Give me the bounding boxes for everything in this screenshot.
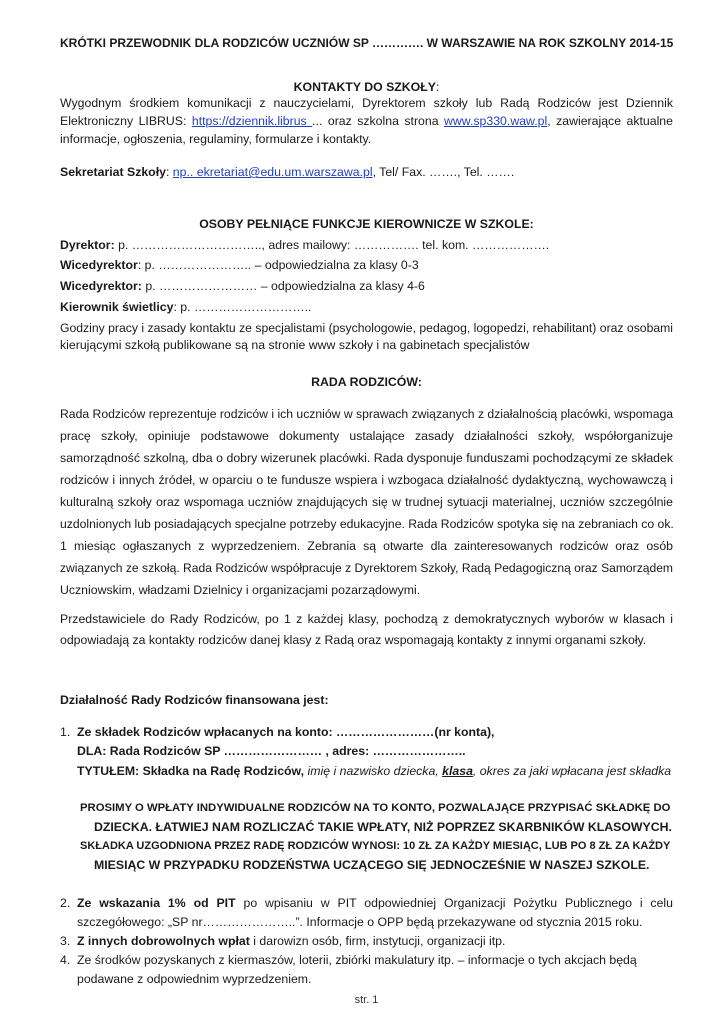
heading-text: KONTAKTY DO SZKOŁY (293, 80, 436, 94)
page-number: str. 1 (354, 994, 379, 1006)
wicedyrektor-label: Wicedyrektor (60, 258, 138, 272)
notice-line: MIESIĄC W PRZYPADKU RODZEŃSTWA UCZĄCEGO SIĘ JEDNOCZEŚNIE W NASZEJ SZKOLE. (94, 858, 650, 872)
list-item-1 (60, 723, 673, 741)
heading-colon: : (435, 80, 440, 94)
paragraph-line: odpowiadają za kontakty rodziców danej klasy z Radą oraz wspomagają kontakty z innymi organami szkoły. (60, 633, 647, 647)
text-span: Ze składek Rodziców wpłacanych na konto: ……………………(nr konta), (77, 725, 495, 739)
wicedyrektor-line (60, 277, 673, 295)
text-span: , zawierające aktualne (547, 114, 673, 128)
paragraph-line: pracę szkoły, opiniuje podstawowe dokumenty ustalające zasady działalności szkoły, współorganizuje (60, 429, 673, 443)
kierownik-label: Kierownik świetlicy (60, 300, 174, 314)
section-heading-finanse: Działalność Rady Rodziców finansowana jest: (60, 693, 329, 707)
text-span: Elektroniczny LIBRUS: (60, 114, 192, 128)
page-title: KRÓTKI PRZEWODNIK DLA RODZICÓW UCZNIÓW SP …………. W WARSZAWIE NA ROK SZKOLNY 2014-15 (60, 36, 674, 50)
sekretariat-label: Sekretariat Szkoły (60, 165, 166, 179)
text-span: Ze wskazania 1% od PIT (77, 896, 236, 910)
dyrektor-label: Dyrektor: (60, 238, 115, 252)
text-span: imię i nazwisko dziecka, (307, 764, 443, 778)
text-span: : p. ……………………….. (173, 300, 312, 314)
paragraph-line: Przedstawiciele do Rady Rodziców, po 1 z każdej klasy, pochodzą z demokratycznych wyborów w klasach i (60, 612, 673, 626)
text-span: : p. ………………….. – odpowiedzialna za klasy 0-3 (137, 258, 419, 272)
list-item-2-line: szczegółowego: „SP nr…………………..”. Informacje o OPP będą przekazywane od stycznia 2015 roku. (77, 915, 643, 929)
text-span: , Tel/ Fax. ……., Tel. ……. (372, 165, 515, 179)
text-span: , okres za jaki wpłacana jest składka (472, 764, 672, 778)
list-number: 4. (60, 953, 71, 967)
text-span: p. …………………… – odpowiedzialna za klasy 4-6 (141, 279, 425, 293)
text-span: TYTUŁEM: Składka na Radę Rodziców, (77, 764, 308, 778)
wicedyrektor-line (60, 256, 673, 274)
paragraph-line: Godziny pracy i zasady kontaktu ze specjalistami (psychologowie, pedagog, logopedzi, rehabilitant) oraz osobami (60, 321, 673, 335)
paragraph-line: 1 miesiąc ogłaszanych z wyprzedzeniem. Zebrania są otwarte dla zainteresowanych rodziców oraz osób (60, 539, 673, 553)
text-span: Z innych dobrowolnych wpłat (77, 934, 250, 948)
librus-link[interactable]: https://dziennik.librus (191, 114, 313, 128)
paragraph-line: kierującymi szkołą publikowane są na stronie www szkoły i na gabinetach specjalistów (60, 338, 530, 352)
paragraph-line (60, 112, 673, 130)
list-number: 3. (60, 934, 71, 948)
notice-line: SKŁADKA UZGODNIONA PRZEZ RADĘ RODZICÓW WYNOSI: 10 ZŁ ZA KAŻDY MIESIĄC, LUB PO 8 ZŁ ZA KAŻDY (80, 840, 671, 852)
paragraph-line: rodziców i innych źródeł, w oparciu o te fundusze wspiera i wzbogaca działalność dydaktyczną, wychowawczą i (60, 473, 673, 487)
list-item-3 (60, 932, 673, 950)
section-heading-kierownictwo: OSOBY PEŁNIĄCE FUNKCJE KIEROWNICZE W SZKOLE: (199, 217, 534, 231)
document-page (60, 0, 673, 1024)
wicedyrektor-label: Wicedyrektor: (60, 279, 142, 293)
paragraph-line: kulturalną szkoły oraz wspomaga uczniów znajdujących się w trudnej sytuacji materialnej, uczniów szczególnie (60, 495, 673, 509)
paragraph-line: informacje, ogłoszenia, regulaminy, formularze i kontakty. (60, 132, 372, 146)
paragraph-line: Uczniowskim, władzami Dzielnicy i organizacjami pozarządowymi. (60, 583, 421, 597)
text-span: ... oraz szkolna strona (312, 114, 445, 128)
text-span: i darowizn osób, firm, instytucji, organizacji itp. (249, 934, 506, 948)
klasa-emphasis: klasa (442, 764, 473, 778)
section-heading-rada: RADA RODZICÓW: (311, 375, 422, 389)
text-span: : (165, 165, 173, 179)
list-number: 2. (60, 896, 71, 910)
paragraph-line: związanych ze szkołą. Rada Rodziców współpracuje z Dyrektorem Szkoły, Radą Pedagogiczną oraz Samorządem (60, 561, 673, 575)
sekretariat-email-link[interactable]: np.. ekretariat@edu.um.warszawa.pl (172, 165, 373, 179)
list-item-1-line: DLA: Rada Rodziców SP …………………… , adres: ………………….. (77, 744, 466, 758)
paragraph-line: uzdolnionych lub posiadających specjalne potrzeby edukacyjne. Rada Rodziców spotyka się na zebraniach co ok. (60, 517, 674, 531)
list-item-2 (60, 894, 673, 912)
notice-line: DZIECKA. ŁATWIEJ NAM ROZLICZAĆ TAKIE WPŁATY, NIŻ POPRZEZ SKARBNIKÓW KLASOWYCH. (94, 820, 672, 834)
text-span: Ze środków pozyskanych z kiermaszów, loterii, zbiórki makulatury itp. – informacje o tych akcjach będą (77, 953, 637, 967)
paragraph-line: Rada Rodziców reprezentuje rodziców i ich uczniów w sprawach związanych z działalnością placówki, wspomaga (60, 407, 674, 421)
paragraph-line: Wygodnym środkiem komunikacji z nauczycielami, Dyrektorem szkoły lub Radą Rodziców jest Dziennik (60, 96, 673, 110)
list-item-4 (60, 951, 673, 969)
school-website-link[interactable]: www.sp330.waw.pl (444, 114, 548, 128)
text-span: po wpisaniu w PIT odpowiedniej Organizacji Pożytku Publicznego i celu (235, 896, 673, 910)
list-item-4-line: podawane z odpowiednim wyprzedzeniem. (77, 972, 312, 986)
sekretariat-line (60, 163, 673, 181)
list-number: 1. (60, 725, 71, 739)
notice-line: PROSIMY O WPŁATY INDYWIDUALNE RODZICÓW NA TO KONTO, POZWALAJĄCE PRZYPISAĆ SKŁADKĘ DO (80, 802, 671, 814)
kierownik-swietlicy-line (60, 298, 673, 316)
text-span: p. ………………………….., adres mailowy: ……………. tel. kom. ………………. (114, 238, 550, 252)
dyrektor-line (60, 236, 673, 254)
paragraph-line: samorządność szkolną, dba o dobry wizerunek placówki. Rada dysponuje funduszami pochodzącymi ze składek (60, 451, 673, 465)
list-item-1-line (60, 762, 673, 780)
